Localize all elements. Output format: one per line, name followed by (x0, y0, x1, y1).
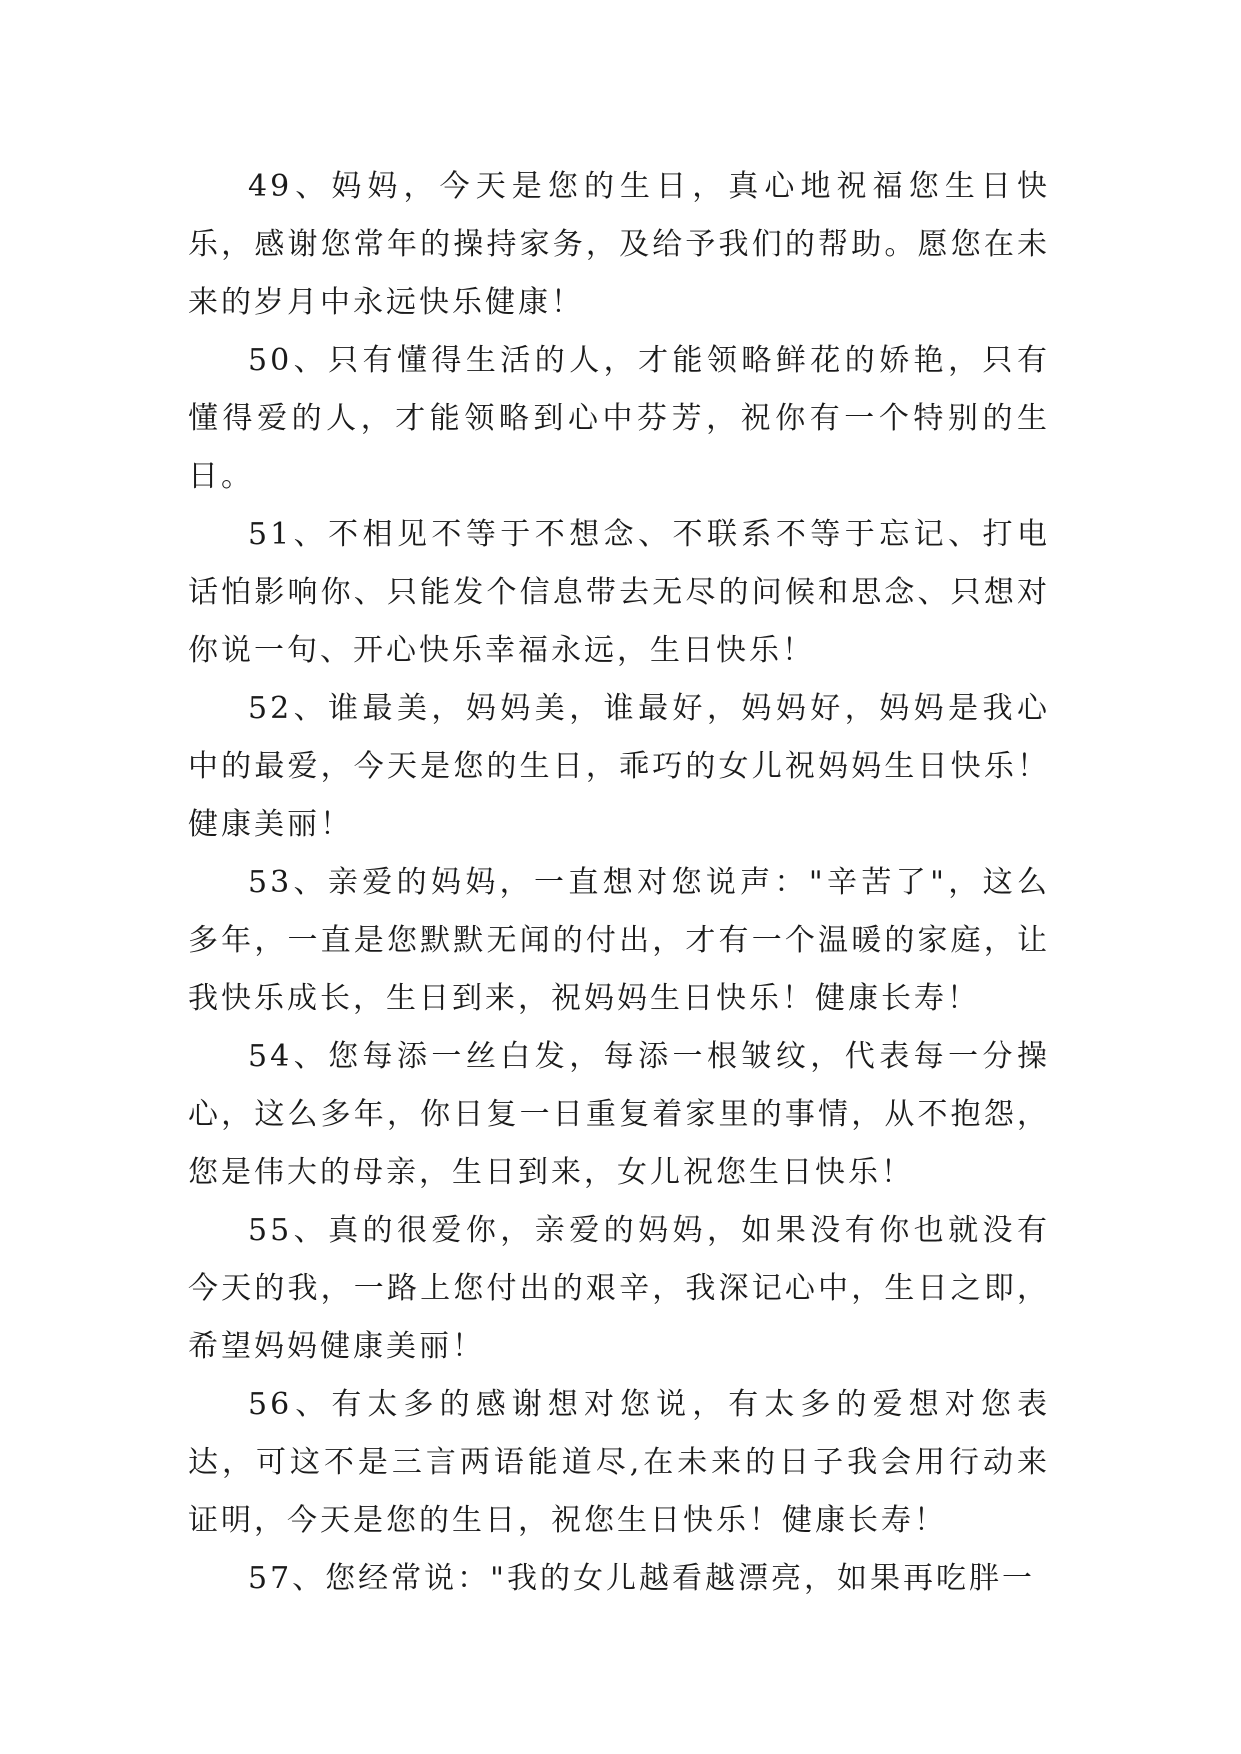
paragraph-55: 55、真的很爱你，亲爱的妈妈，如果没有你也就没有今天的我，一路上您付出的艰辛，我深记心中，生日之即，希望妈妈健康美丽！ (188, 1213, 1050, 1364)
paragraph-56: 56、有太多的感谢想对您说，有太多的爱想对您表达，可这不是三言两语能道尽,在未来的日子我会用行动来证明，今天是您的生日，祝您生日快乐！健康长寿！ (188, 1387, 1050, 1538)
paragraph-51: 51、不相见不等于不想念、不联系不等于忘记、打电话怕影响你、只能发个信息带去无尽的问候和思念、只想对你说一句、开心快乐幸福永远，生日快乐！ (188, 517, 1050, 668)
paragraph-57: 57、您经常说："我的女儿越看越漂亮，如果再吃胖一 (248, 1561, 1035, 1596)
paragraph-52: 52、谁最美，妈妈美，谁最好，妈妈好，妈妈是我心中的最爱，今天是您的生日，乖巧的女儿祝妈妈生日快乐！健康美丽！ (188, 691, 1050, 842)
paragraph-53: 53、亲爱的妈妈，一直想对您说声："辛苦了"，这么多年，一直是您默默无闻的付出，才有一个温暖的家庭，让我快乐成长，生日到来，祝妈妈生日快乐！健康长寿！ (188, 865, 1050, 1016)
document-body (188, 158, 1050, 1608)
paragraph-49: 49、妈妈，今天是您的生日，真心地祝福您生日快乐，感谢您常年的操持家务，及给予我们的帮助。愿您在未来的岁月中永远快乐健康！ (188, 169, 1050, 320)
paragraph-54: 54、您每添一丝白发，每添一根皱纹，代表每一分操心，这么多年，你日复一日重复着家里的事情，从不抱怨，您是伟大的母亲，生日到来，女儿祝您生日快乐！ (188, 1039, 1050, 1190)
paragraph-50: 50、只有懂得生活的人，才能领略鲜花的娇艳，只有懂得爱的人，才能领略到心中芬芳，祝你有一个特别的生日。 (188, 343, 1050, 494)
